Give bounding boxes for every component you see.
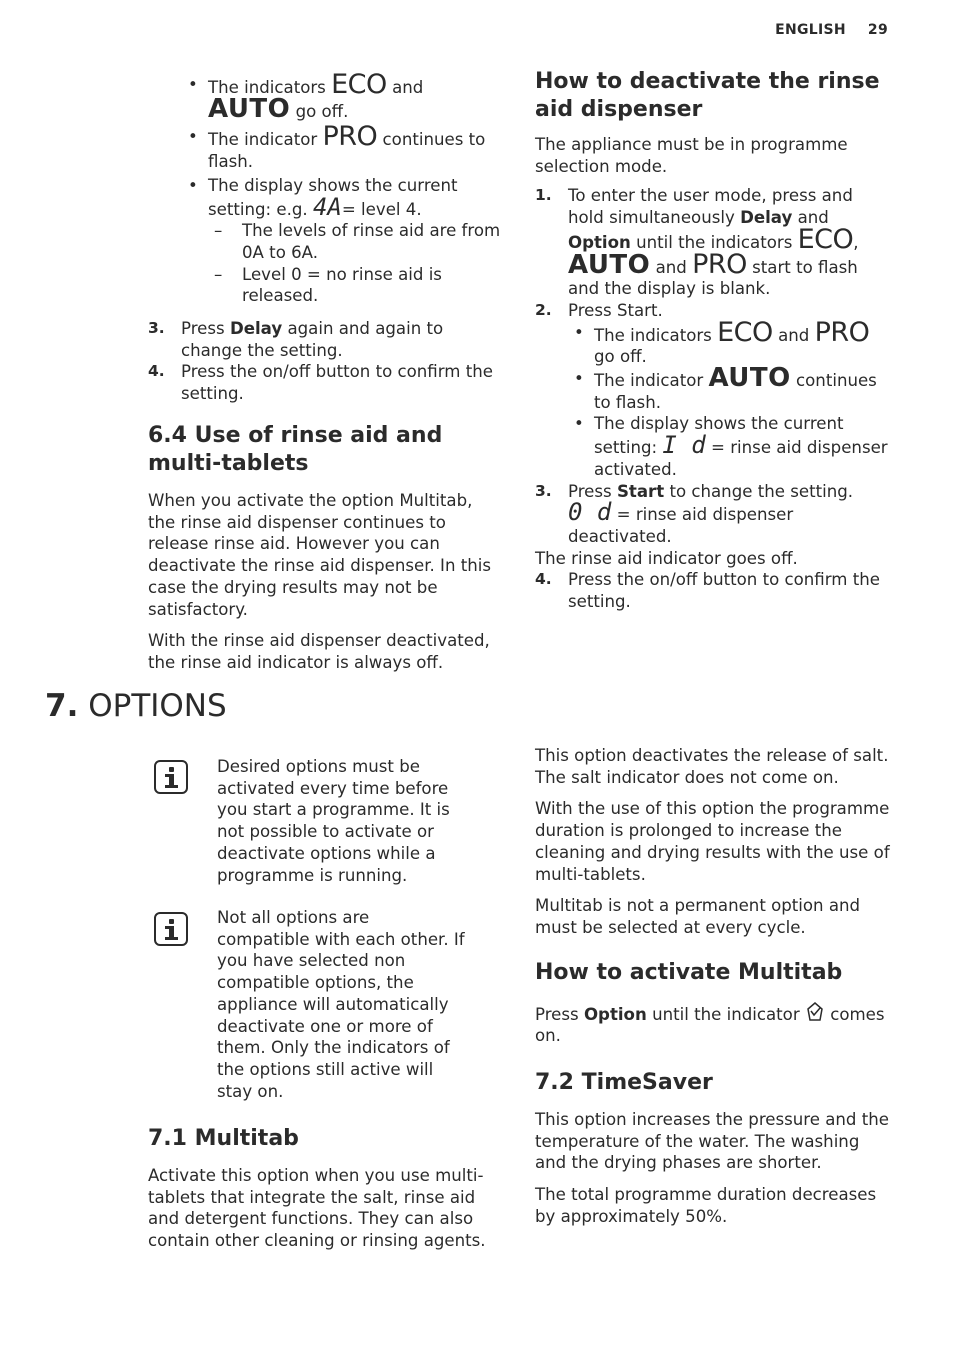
eco-icon: ECO xyxy=(797,223,854,255)
list-item: • The display shows the current setting: e.g. 4A= level 4. xyxy=(182,175,502,220)
eco-icon: ECO xyxy=(717,316,773,348)
paragraph: Activate this option when you use multi-tablets that integrate the salt, rinse aid and detergent functions. They can also contain other cleaning or rinsing agents. xyxy=(148,1166,486,1251)
section-7-1 xyxy=(148,1125,500,1252)
eco-icon: ECO xyxy=(331,69,387,100)
list-item: • The indicators ECO and AUTO go off. xyxy=(182,74,502,122)
paragraph: With the rinse aid dispenser deactivated, the rinse aid indicator is always off. xyxy=(148,631,490,672)
display-0d-icon: 0 d xyxy=(568,498,612,527)
list-item: • The display shows the current setting: I d = rinse aid dispenser activated. xyxy=(568,413,890,480)
paragraph: When you activate the option Multitab, the rinse aid dispenser continues to release rinse aid. However you can deactivate the rinse aid dispenser. In this case the drying results may not be satisfactory. xyxy=(148,491,492,619)
left-top-list xyxy=(182,69,502,307)
section-heading: How to deactivate the rinse aid dispenser xyxy=(535,69,880,122)
section-heading: How to activate Multitab xyxy=(535,959,843,985)
auto-icon: AUTO xyxy=(568,249,651,280)
info-icon xyxy=(154,912,188,946)
display-4a-icon: 4A xyxy=(312,192,342,221)
paragraph: The appliance must be in programme selection mode. xyxy=(535,135,848,176)
paragraph: This option deactivates the release of salt. The salt indicator does not come on. xyxy=(535,746,889,787)
left-steps xyxy=(148,318,498,405)
step-3: 3. Press Delay again and again to change the setting. xyxy=(148,319,444,360)
list-subitem: – Level 0 = no rinse aid is released. xyxy=(208,264,502,307)
deactivate-section xyxy=(535,68,890,613)
paragraph: This option increases the pressure and the temperature of the water. The washing and the drying phases are shorter. xyxy=(535,1110,889,1173)
list-item: • The indicator PRO continues to flash. xyxy=(182,126,502,172)
info-note-1: Desired options must be activated every time before you start a programme. It is not possible to activate or deactivate options while a programme is running. xyxy=(217,757,450,885)
header-language: ENGLISH xyxy=(775,22,846,38)
pro-icon: PRO xyxy=(814,316,870,348)
chapter-heading: 7. OPTIONS xyxy=(45,688,227,724)
step-2: 2. Press Start. xyxy=(535,300,663,320)
list-item: • The indicators ECO and PRO go off. xyxy=(568,322,890,368)
list-item: • The indicator AUTO continues to flash. xyxy=(568,368,890,413)
pro-icon: PRO xyxy=(322,121,378,153)
list-subitem: – The levels of rinse aid are from 0A to 6A. xyxy=(208,220,502,263)
step-4: 4. Press the on/off button to confirm the setting. xyxy=(148,362,493,404)
section-heading: 6.4 Use of rinse aid and multi-tablets xyxy=(148,423,443,476)
auto-icon: AUTO xyxy=(208,93,291,124)
step-4: 4. Press the on/off button to confirm the setting. xyxy=(535,570,880,612)
display-1d-icon: I d xyxy=(662,431,706,460)
paragraph: The rinse aid indicator goes off. xyxy=(535,548,798,568)
pro-icon: PRO xyxy=(692,248,747,280)
multitab-continued xyxy=(535,745,893,1228)
section-heading: 7.2 TimeSaver xyxy=(535,1070,713,1096)
info-note-2: Not all options are compatible with each other. If you have selected non compatible options, the appliance will automatically deactivate one or more of them. Only the indicators of the options still active will stay on. xyxy=(217,908,465,1101)
info-icon xyxy=(154,760,188,794)
step-1: 1. To enter the user mode, press and hold simultaneously Delay and Option until the indicators ECO, AUTO and PRO start to flash and the display is blank. xyxy=(535,186,859,299)
page-header xyxy=(753,22,888,38)
paragraph: With the use of this option the programme duration is prolonged to increase the cleaning and drying results with the use of multi-tablets. xyxy=(535,799,890,884)
paragraph: Press Option until the indicator comes on. xyxy=(535,1001,893,1047)
auto-icon: AUTO xyxy=(708,363,791,394)
paragraph: The total programme duration decreases by approximately 50%. xyxy=(535,1185,877,1226)
multitab-icon xyxy=(805,1001,825,1023)
page-number: 29 xyxy=(867,22,888,38)
section-6-4 xyxy=(148,422,500,674)
step-3: 3. Press Start to change the setting. 0 d = rinse aid dispenser deactivated. xyxy=(535,481,854,546)
section-heading: 7.1 Multitab xyxy=(148,1126,299,1151)
paragraph: Multitab is not a permanent option and must be selected at every cycle. xyxy=(535,896,861,937)
